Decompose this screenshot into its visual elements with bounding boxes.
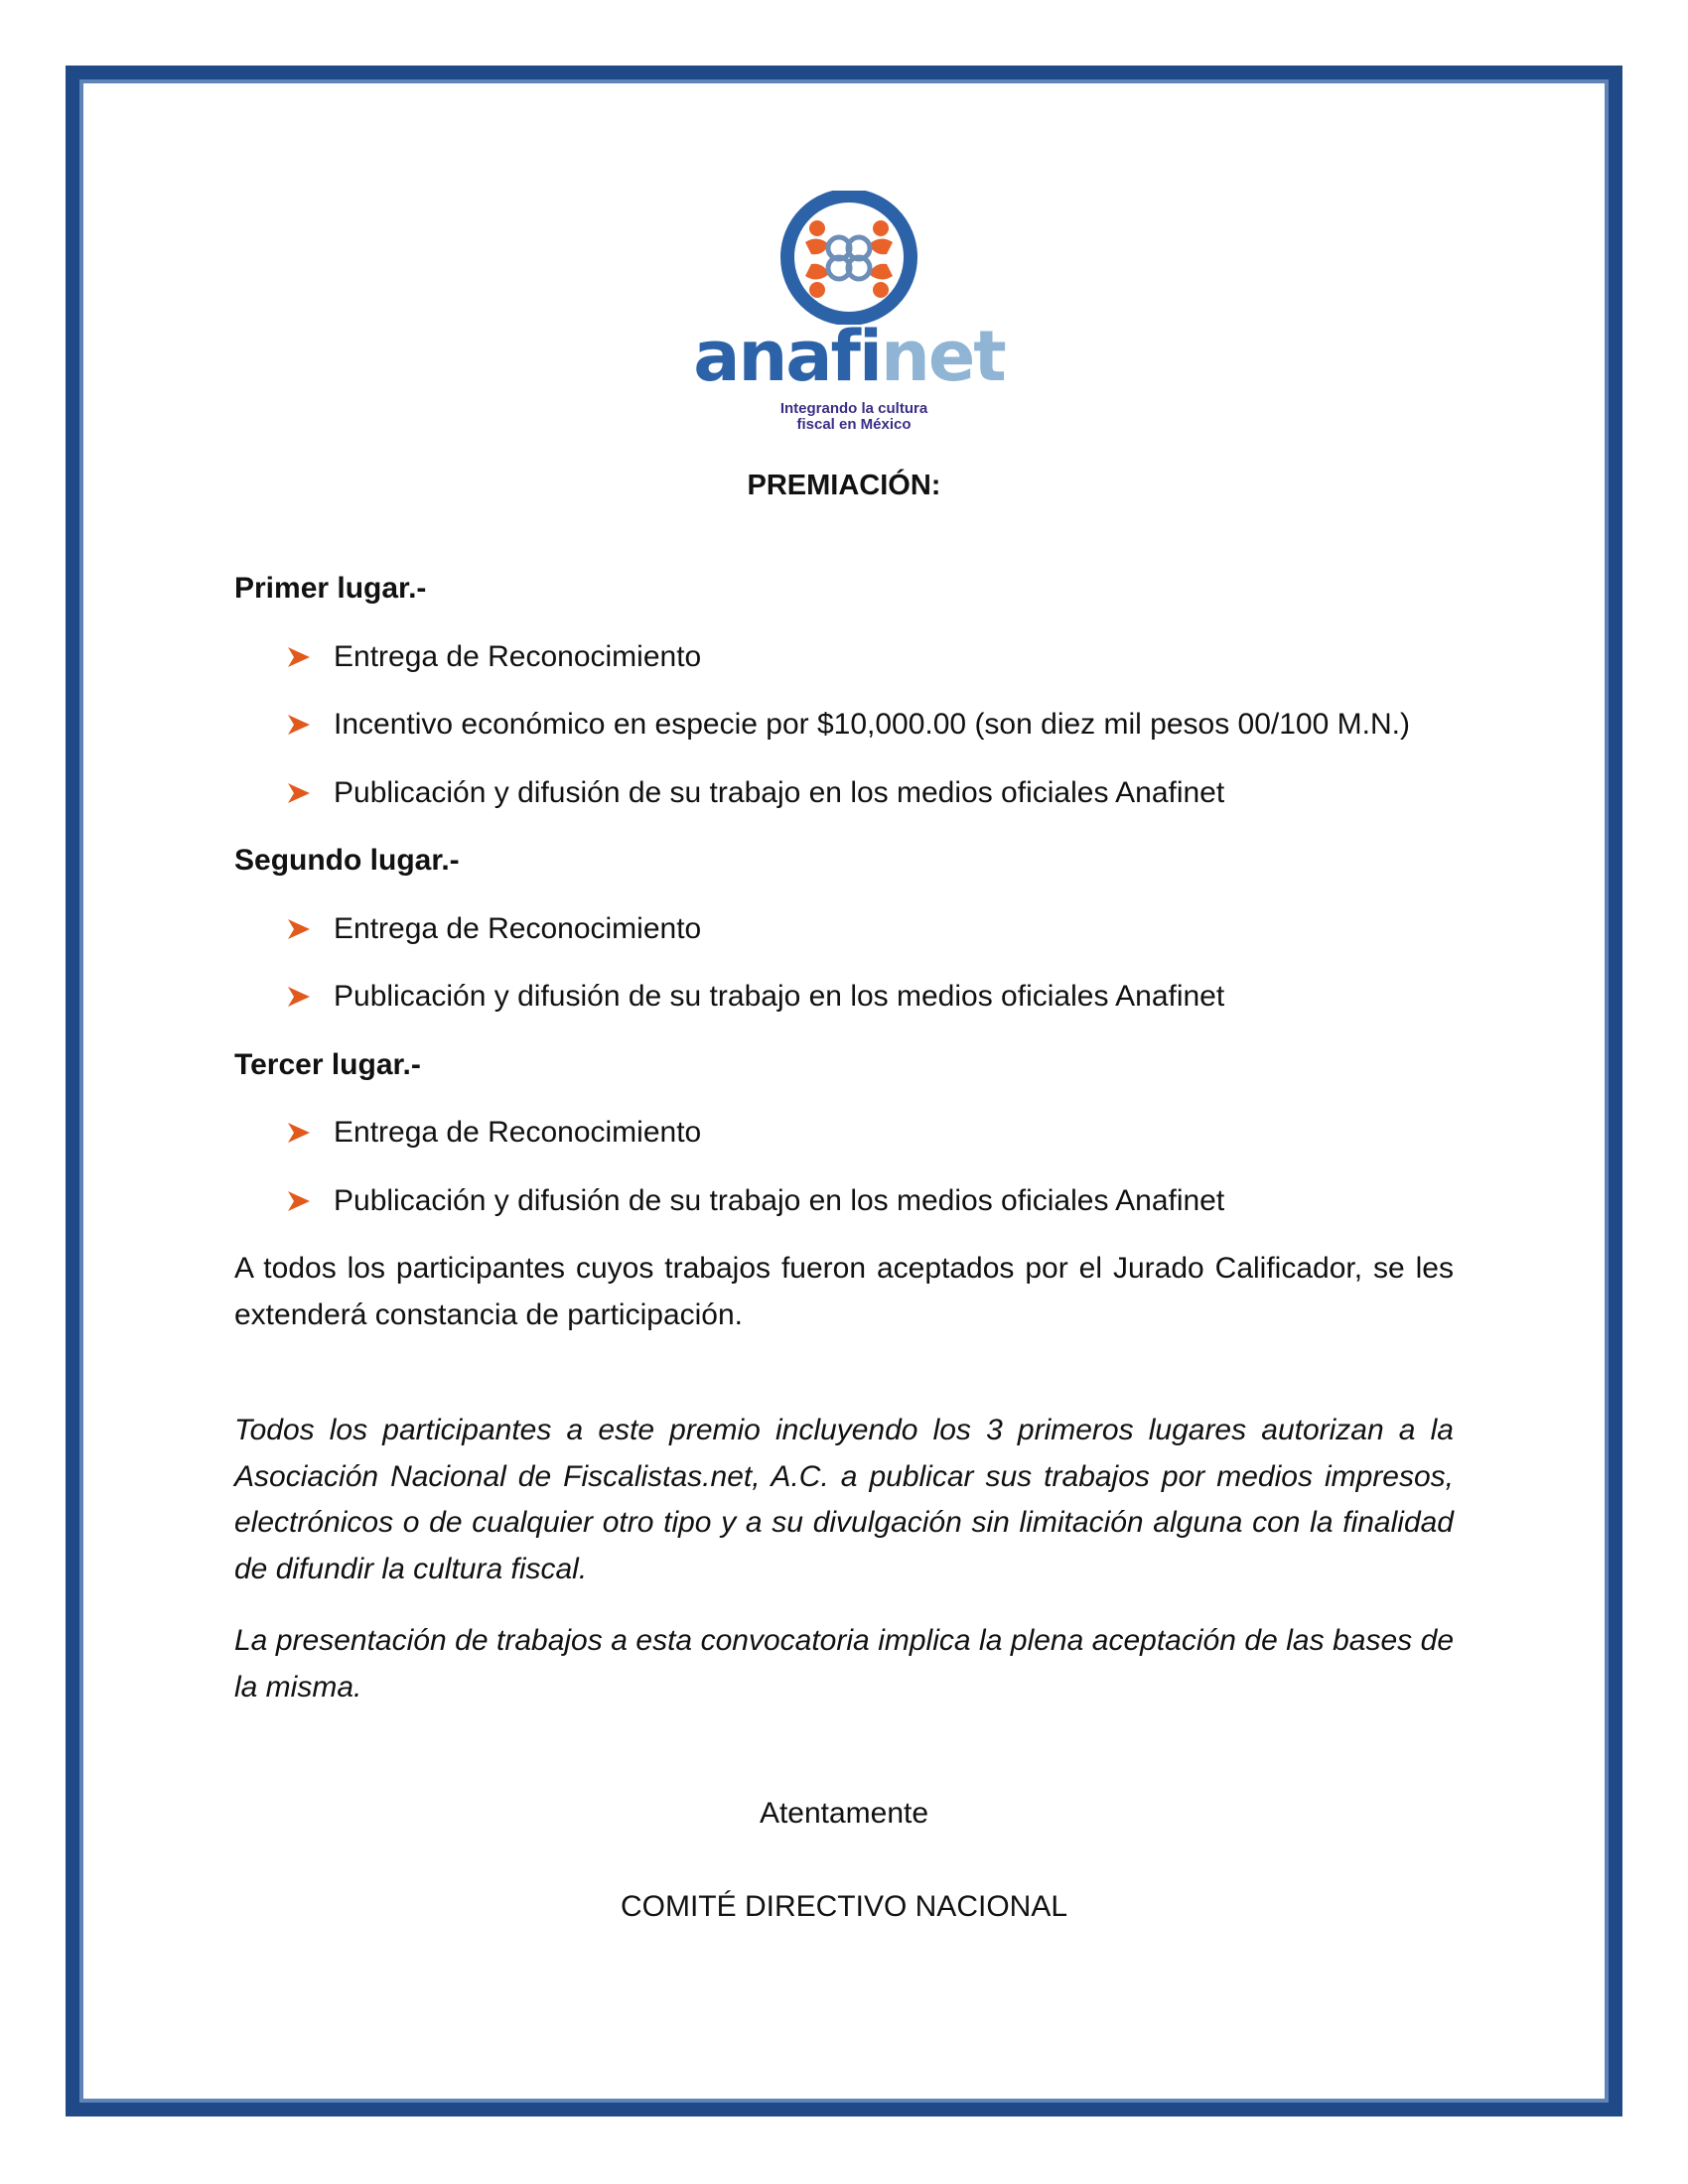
list-item [286,1110,1454,1157]
arrowhead-bullet-icon [286,985,334,1009]
arrowhead-bullet-icon [286,713,334,737]
list-item-text: Incentivo económico en especie por $10,000.00 (son diez mil pesos 00/100 M.N.) [334,708,1410,741]
place-heading-first: Primer lugar.- [234,572,427,605]
logo-emblem-icon [680,191,1018,325]
list-item-text: Publicación y difusión de su trabajo en los medios oficiales Anafinet [334,980,1225,1013]
logo-wordmark: anafinet [693,316,1005,397]
list-item-text: Entrega de Reconocimiento [334,639,702,673]
participants-paragraph: A todos los participantes cuyos trabajos fueron aceptados por el Jurado Calificador, se les extenderá constancia de participación. [234,1252,1454,1331]
list-item [286,634,1454,681]
acceptance-paragraph: La presentación de trabajos a esta convocatoria implica la plena aceptación de las bases de la misma. [234,1624,1454,1704]
document-body [234,566,1454,1710]
list-item-text: Publicación y difusión de su trabajo en los medios oficiales Anafinet [334,1183,1225,1217]
authorization-paragraph: Todos los participantes a este premio incluyendo los 3 primeros lugares autorizan a la Asociación Nacional de Fiscalistas.net, A.C. a publicar sus trabajos por medios impresos, electrónicos o de cualquier otro tipo y a su divulgación sin limitación alguna con la finalidad de difundir la cultura fiscal. [234,1414,1454,1585]
list-item [286,974,1454,1021]
anafinet-logo [680,191,1018,449]
arrowhead-bullet-icon [286,645,334,669]
closing-salutation: Atentamente [759,1797,929,1830]
arrowhead-bullet-icon [286,1121,334,1145]
place-heading-third: Tercer lugar.- [234,1047,421,1081]
list-item [286,1178,1454,1225]
arrowhead-bullet-icon [286,1189,334,1213]
list-item-text: Entrega de Reconocimiento [334,1116,702,1149]
list-item-text: Entrega de Reconocimiento [334,911,702,945]
arrowhead-bullet-icon [286,781,334,805]
list-item-text: Publicación y difusión de su trabajo en los medios oficiales Anafinet [334,775,1225,809]
list-item [286,906,1454,953]
logo-tagline: Integrando la cultura fiscal en México [779,400,928,433]
arrowhead-bullet-icon [286,917,334,941]
list-item [286,770,1454,817]
list-item [286,702,1454,749]
place-heading-second: Segundo lugar.- [234,844,460,877]
page-title: PREMIACIÓN: [747,470,941,501]
signature-committee: COMITÉ DIRECTIVO NACIONAL [620,1890,1068,1923]
